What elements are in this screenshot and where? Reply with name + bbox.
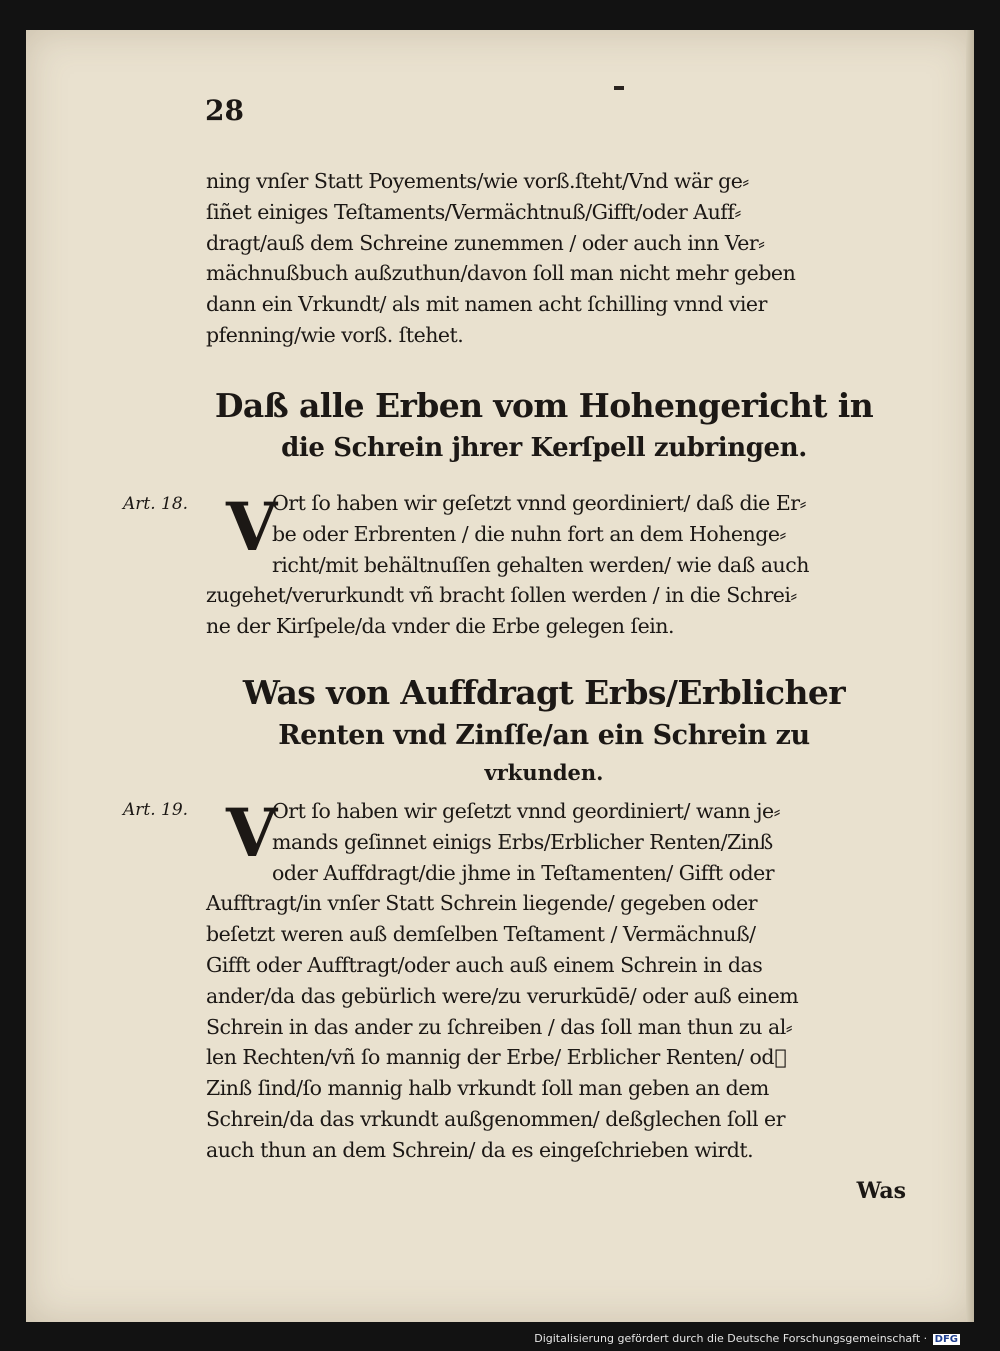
- text-line: Schrein in das ander zu ſchreiben / das ſoll man thun zu al⸗: [206, 1014, 793, 1039]
- text-line: dann ein Vrkundt/ als mit namen acht ſchilling vnnd vier: [206, 292, 767, 317]
- text-line: mächnußbuch außzuthun/davon ſoll man nicht mehr geben: [206, 261, 796, 286]
- text-line: oder Auffdragt/die jhme in Teſtamenten/ Gifft oder: [272, 860, 775, 885]
- print-mark: [614, 86, 624, 90]
- drop-cap-initial: V: [226, 488, 278, 566]
- text-line: Ort ſo haben wir geſetzt vnnd geordiniert/ daß die Er⸗: [272, 491, 806, 515]
- text-line: ſiñet einiges Teſtaments/Vermächtnuß/Gifft/oder Auff⸗: [206, 199, 741, 224]
- text-line: pfenning/wie vorß. ſtehet.: [206, 322, 464, 347]
- text-line: ne der Kirſpele/da vnder die Erbe gelegen ſein.: [206, 614, 675, 639]
- text-line: zugehet/verurkundt vñ bracht ſollen werden / in die Schrei⸗: [206, 583, 797, 608]
- heading-line: Was von Auffdragt Erbs/Erblicher: [242, 673, 846, 712]
- digitization-footer: [534, 1332, 960, 1345]
- text-line: mands geſinnet einigs Erbs/Erblicher Renten/Zinß: [272, 829, 773, 854]
- heading-line: Renten vnd Zinſſe/an ein Schrein zu: [278, 720, 810, 751]
- text-line: ander/da das gebürlich were/zu verurkūdē/ oder auß einem: [206, 983, 799, 1008]
- text-line: auch thun an dem Schrein/ da es eingeſchrieben wirdt.: [206, 1137, 754, 1162]
- text-line: beſetzt weren auß demſelben Teſtament / Vermächnuß/: [206, 922, 756, 947]
- article-18-label: Art. 18.: [123, 494, 189, 514]
- article-19-label: Art. 19.: [123, 800, 189, 820]
- catchword: Was: [856, 1178, 906, 1204]
- heading-line: die Schrein jhrer Kerſpell zubringen.: [281, 433, 807, 463]
- text-line: Gifft oder Aufftragt/oder auch auß einem Schrein in das: [206, 952, 763, 977]
- text-line: dragt/auß dem Schreine zunemmen / oder auch inn Ver⸗: [206, 230, 765, 255]
- heading-line: Daß alle Erben vom Hohengericht in: [214, 386, 874, 425]
- paragraph-article-18: [206, 488, 882, 642]
- text-line: richt/mit behältnuſſen gehalten werden/ wie daß auch: [272, 552, 809, 577]
- footer-text: Digitalisierung gefördert durch die Deutsche Forschungsgemeinschaft ·: [534, 1332, 928, 1345]
- page-edge: [966, 30, 974, 1322]
- text-line: Ort ſo haben wir geſetzt vnnd geordiniert/ wann je⸗: [272, 799, 780, 823]
- drop-cap-initial: V: [226, 794, 278, 872]
- heading-line: vrkunden.: [484, 760, 604, 785]
- paragraph-continuation: [206, 166, 882, 351]
- text-line: Zinß ſind/ſo mannig halb vrkundt ſoll man geben an dem: [206, 1076, 769, 1101]
- paragraph-article-19: [206, 796, 882, 1166]
- section-heading-2: [206, 670, 882, 790]
- text-line: be oder Erbrenten / die nuhn fort an dem Hohenge⸗: [272, 521, 786, 546]
- text-line: len Rechten/vñ ſo mannig der Erbe/ Erblicher Renten/ od᷑: [206, 1045, 787, 1070]
- text-line: Aufftragt/in vnſer Statt Schrein liegende/ gegeben oder: [206, 891, 757, 916]
- text-line: Schrein/da das vrkundt außgenommen/ deßglechen ſoll er: [206, 1106, 785, 1131]
- section-heading-1: [206, 384, 882, 468]
- dfg-logo: DFG: [934, 1334, 958, 1345]
- page-number: 28: [205, 94, 244, 127]
- text-line: ning vnſer Statt Poyements/wie vorß.ſteht/Vnd wär ge⸗: [206, 169, 749, 193]
